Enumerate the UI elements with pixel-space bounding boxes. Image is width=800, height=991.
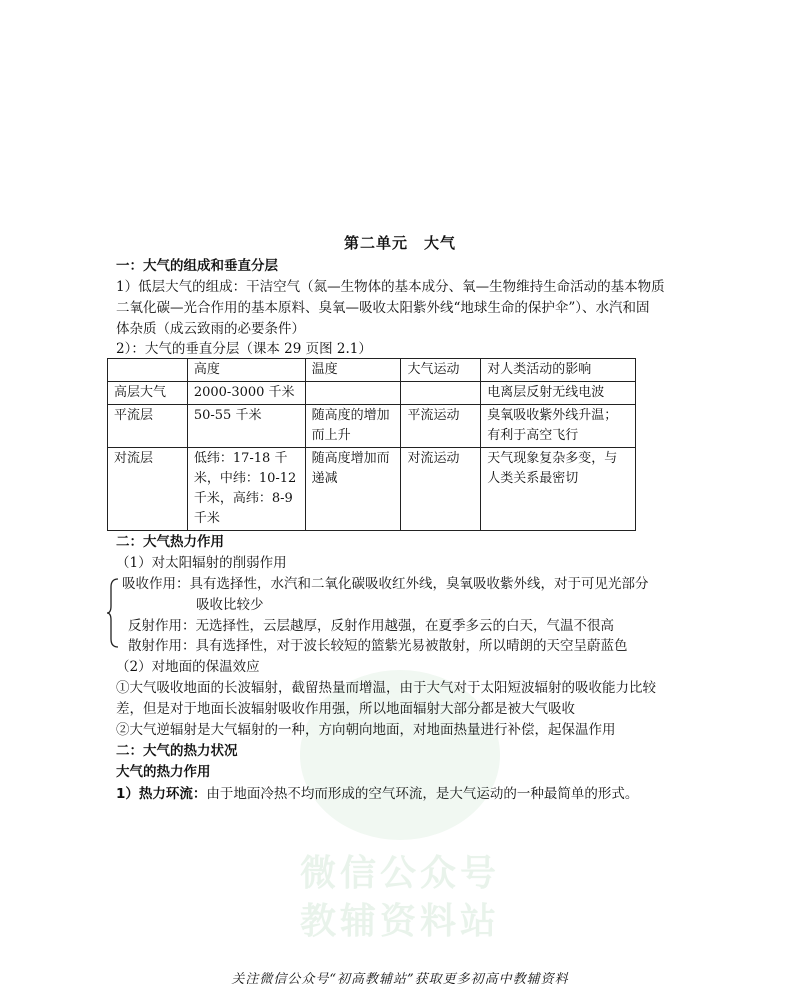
- item-text: 由于地面冷热不均而形成的空气环流，是大气运动的一种最简单的形式。: [206, 786, 639, 802]
- table-cell: 对流层: [108, 448, 188, 531]
- section2-sub1: （1）对太阳辐射的削弱作用: [116, 555, 287, 571]
- watermark-line1: 微信公众号: [299, 853, 500, 894]
- table-cell: [305, 382, 401, 405]
- section1-heading: 一：大气的组成和垂直分层: [116, 258, 278, 274]
- table-cell: [401, 382, 481, 405]
- table-header-cell: 温度: [305, 359, 401, 382]
- table-cell: 天气现象复杂多变，与人类关系最密切: [481, 448, 636, 531]
- section1-para1-line: 二氧化碳—光合作用的基本原料、臭氧—吸收太阳紫外线“地球生命的保护伞”）、水汽和固: [116, 300, 650, 316]
- page-footer: 关注微信公众号“初高教辅站”获取更多初高中教辅资料: [231, 972, 569, 987]
- atmosphere-layers-table: [107, 358, 636, 531]
- section3-subheading: 大气的热力作用: [116, 764, 211, 780]
- table-cell: 对流运动: [401, 448, 481, 531]
- thermal-circulation-item: [116, 784, 638, 804]
- point1-line-cont: 差，但是对于地面长波辐射吸收作用强，所以地面辐射大部分都是被大气吸收: [116, 701, 575, 717]
- table-header-cell: 高度: [187, 359, 305, 382]
- table-cell: 平流层: [108, 405, 188, 448]
- table-cell: 50-55 千米: [187, 405, 305, 448]
- section2-sub2: （2）对地面的保温效应: [116, 659, 260, 675]
- table-cell: 随高度的增加而上升: [305, 405, 401, 448]
- section3-heading: 二：大气的热力状况: [116, 743, 238, 759]
- table-cell: 2000-3000 千米: [187, 382, 305, 405]
- table-cell: 低纬：17-18 千米，中纬：10-12 千米，高纬：8-9 千米: [187, 448, 305, 531]
- absorb-line: 吸收作用：具有选择性，水汽和二氧化碳吸收红外线，臭氧吸收紫外线，对于可见光部分: [122, 576, 649, 592]
- table-row: [108, 405, 636, 448]
- section2-heading: 二：大气热力作用: [116, 534, 224, 550]
- table-header-cell: 对人类活动的影响: [481, 359, 636, 382]
- section1-para2: 2）：大气的垂直分层（课本 29 页图 2.1）: [116, 341, 372, 357]
- table-row: [108, 448, 636, 531]
- scatter-line: 散射作用：具有选择性，对于波长较短的篮紫光易被散射，所以晴朗的天空呈蔚蓝色: [128, 638, 628, 654]
- table-cell: 随高度增加而递减: [305, 448, 401, 531]
- curly-brace: [106, 578, 120, 648]
- table-row: [108, 382, 636, 405]
- table-cell: 高层大气: [108, 382, 188, 405]
- absorb-line-cont: 吸收比较少: [196, 597, 264, 613]
- item-label: 1）热力环流：: [116, 786, 207, 802]
- table-cell: 电离层反射无线电波: [481, 382, 636, 405]
- table-cell: 平流运动: [401, 405, 481, 448]
- point1-line: ①大气吸收地面的长波辐射，截留热量而增温，由于大气对于太阳短波辐射的吸收能力比较: [116, 680, 656, 696]
- point2-line: ②大气逆辐射是大气辐射的一种，方向朝向地面，对地面热量进行补偿，起保温作用: [116, 722, 616, 738]
- page-title: 第二单元 大气: [343, 234, 456, 252]
- watermark-line2: 教辅资料站: [299, 901, 500, 942]
- section1-para1-line: 1）低层大气的组成：干洁空气（氮—生物体的基本成分、氧—生物维持生命活动的基本物质: [116, 279, 665, 295]
- table-cell: 臭氧吸收紫外线升温；有利于高空飞行: [481, 405, 636, 448]
- table-header-cell: [108, 359, 188, 382]
- table-header-row: [108, 359, 636, 382]
- section1-para1-line: 体杂质（成云致雨的必要条件）: [116, 321, 305, 337]
- reflect-line: 反射作用：无选择性，云层越厚，反射作用越强，在夏季多云的白天，气温不很高: [128, 618, 614, 634]
- table-header-cell: 大气运动: [401, 359, 481, 382]
